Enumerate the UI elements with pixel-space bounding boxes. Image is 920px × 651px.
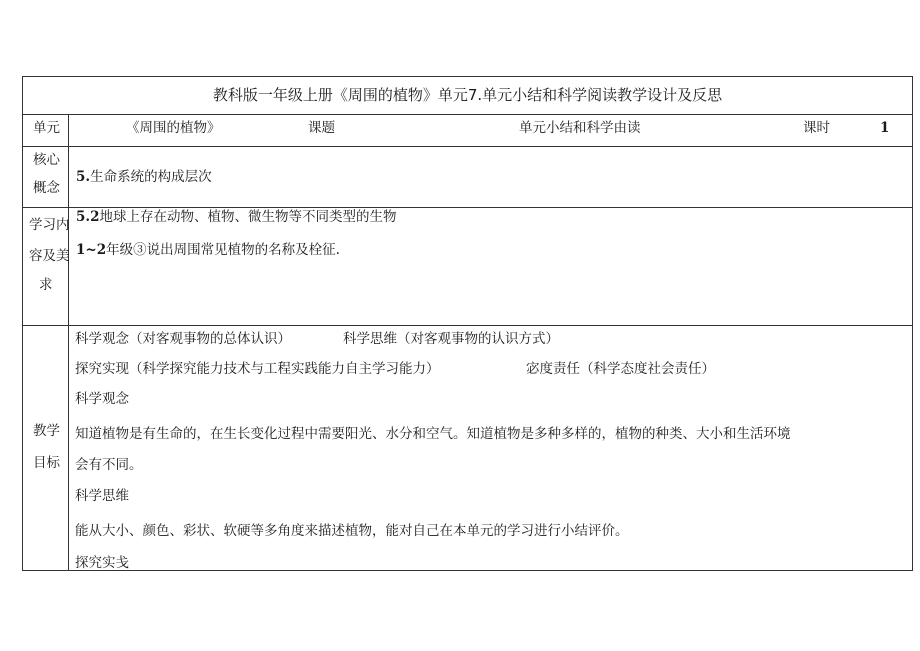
goals-label: 教学 bbox=[33, 423, 60, 439]
core-concept-text bbox=[76, 171, 212, 185]
goal-paragraph: 知道植物是有生命的，在生长变化过程中需要阳光、水分和空气。知道植物是多种多样的，植物的种类、大小和生活环境 bbox=[75, 426, 791, 442]
lesson-plan-table bbox=[22, 76, 913, 571]
period-label: 课时 bbox=[803, 120, 830, 136]
learning-item bbox=[76, 244, 340, 258]
goal-paragraph: 能从大小、颜色、彩状、软硬等多角度来描述植物，能对自己在本单元的学习进行小结评价。 bbox=[75, 523, 629, 539]
learning-label: 求 bbox=[39, 277, 53, 293]
learning-item-text: 年级③说出周围常见植物的名称及栓征. bbox=[106, 242, 340, 258]
row-divider bbox=[23, 114, 912, 115]
goal-dimension: 宓度责任（科学态度社会责任） bbox=[526, 361, 715, 377]
goal-paragraph: 会有不同。 bbox=[75, 457, 143, 473]
core-concept-description: 生命系统的构成层次 bbox=[90, 169, 212, 185]
column-divider bbox=[68, 114, 69, 570]
goal-dimension: 探究实现（科学探究能力技术与工程实践能力自主学习能力） bbox=[75, 361, 440, 377]
learning-item bbox=[76, 211, 397, 225]
row-divider bbox=[23, 207, 912, 208]
goal-heading: 探究实戋 bbox=[75, 555, 129, 571]
document-title: 教科版一年级上册《周围的植物》单元7.单元小结和科学阅读教学设计及反思 bbox=[212, 86, 723, 104]
period-value: 1 bbox=[880, 120, 890, 136]
goal-dimension: 科学观念（对客观事物的总体认识） bbox=[75, 331, 291, 347]
core-concept-label: 核心 bbox=[33, 152, 60, 168]
learning-label: 容及美 bbox=[29, 248, 70, 264]
unit-value: 《周围的植物》 bbox=[126, 120, 221, 136]
goal-dimension: 科学思维（对客观事物的认识方式） bbox=[343, 331, 559, 347]
learning-item-number: 1~2 bbox=[76, 242, 107, 258]
topic-value: 单元小结和科学由读 bbox=[519, 120, 641, 136]
core-concept-number: 5. bbox=[76, 169, 91, 185]
row-divider bbox=[23, 146, 912, 147]
goal-heading: 科学思维 bbox=[75, 488, 129, 504]
goal-heading: 科学观念 bbox=[75, 391, 129, 407]
row-divider bbox=[23, 325, 912, 326]
unit-label: 单元 bbox=[33, 120, 60, 136]
goals-label: 目标 bbox=[33, 455, 60, 471]
learning-item-number: 5.2 bbox=[76, 209, 100, 225]
topic-label: 课题 bbox=[308, 120, 335, 136]
learning-item-text: 地球上存在动物、植物、微生物等不同类型的生物 bbox=[99, 209, 397, 225]
core-concept-label: 概念 bbox=[33, 180, 60, 196]
learning-label: 学习内 bbox=[29, 217, 70, 233]
